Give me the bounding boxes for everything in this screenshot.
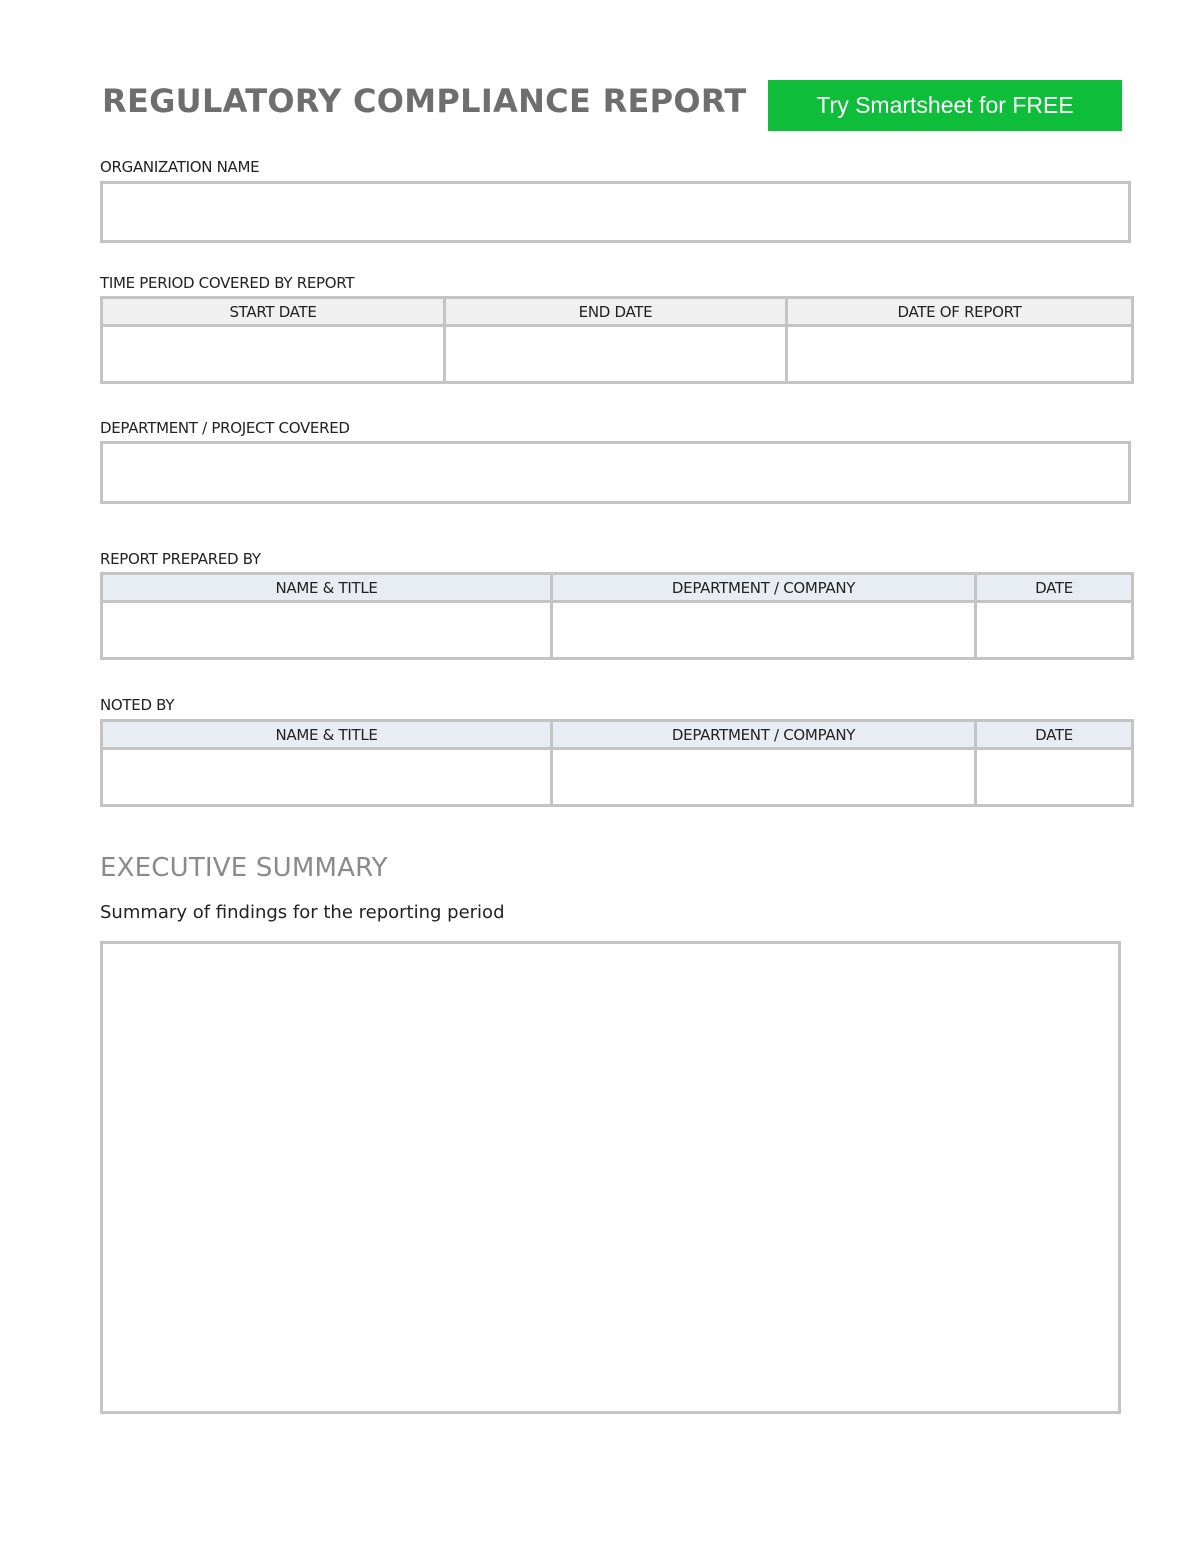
executive-summary-subtitle: Summary of findings for the reporting period (100, 902, 505, 923)
prepared-by-date-header: DATE (976, 574, 1133, 602)
prepared-by-date-field[interactable] (976, 602, 1133, 659)
noted-by-department-company-header: DEPARTMENT / COMPANY (552, 721, 976, 749)
prepared-by-table (100, 572, 1134, 660)
noted-by-label: NOTED BY (100, 696, 175, 714)
time-period-table (100, 296, 1134, 384)
noted-by-name-title-field[interactable] (102, 749, 552, 806)
end-date-header: END DATE (445, 298, 787, 326)
end-date-field[interactable] (445, 326, 787, 383)
noted-by-date-header: DATE (976, 721, 1133, 749)
noted-by-department-company-field[interactable] (552, 749, 976, 806)
noted-by-name-title-header: NAME & TITLE (102, 721, 552, 749)
start-date-field[interactable] (102, 326, 445, 383)
date-of-report-header: DATE OF REPORT (787, 298, 1133, 326)
organization-name-label: ORGANIZATION NAME (100, 158, 260, 176)
date-of-report-field[interactable] (787, 326, 1133, 383)
organization-name-field[interactable] (100, 181, 1131, 243)
noted-by-table (100, 719, 1134, 807)
noted-by-date-field[interactable] (976, 749, 1133, 806)
executive-summary-field[interactable] (100, 941, 1121, 1414)
prepared-by-department-company-header: DEPARTMENT / COMPANY (552, 574, 976, 602)
prepared-by-name-title-header: NAME & TITLE (102, 574, 552, 602)
start-date-header: START DATE (102, 298, 445, 326)
time-period-label: TIME PERIOD COVERED BY REPORT (100, 274, 355, 292)
prepared-by-label: REPORT PREPARED BY (100, 550, 261, 568)
try-smartsheet-button[interactable]: Try Smartsheet for FREE (768, 80, 1122, 131)
executive-summary-heading: EXECUTIVE SUMMARY (100, 853, 388, 883)
prepared-by-name-title-field[interactable] (102, 602, 552, 659)
department-project-field[interactable] (100, 441, 1131, 504)
prepared-by-department-company-field[interactable] (552, 602, 976, 659)
page-title: REGULATORY COMPLIANCE REPORT (102, 82, 747, 120)
department-project-label: DEPARTMENT / PROJECT COVERED (100, 419, 350, 437)
